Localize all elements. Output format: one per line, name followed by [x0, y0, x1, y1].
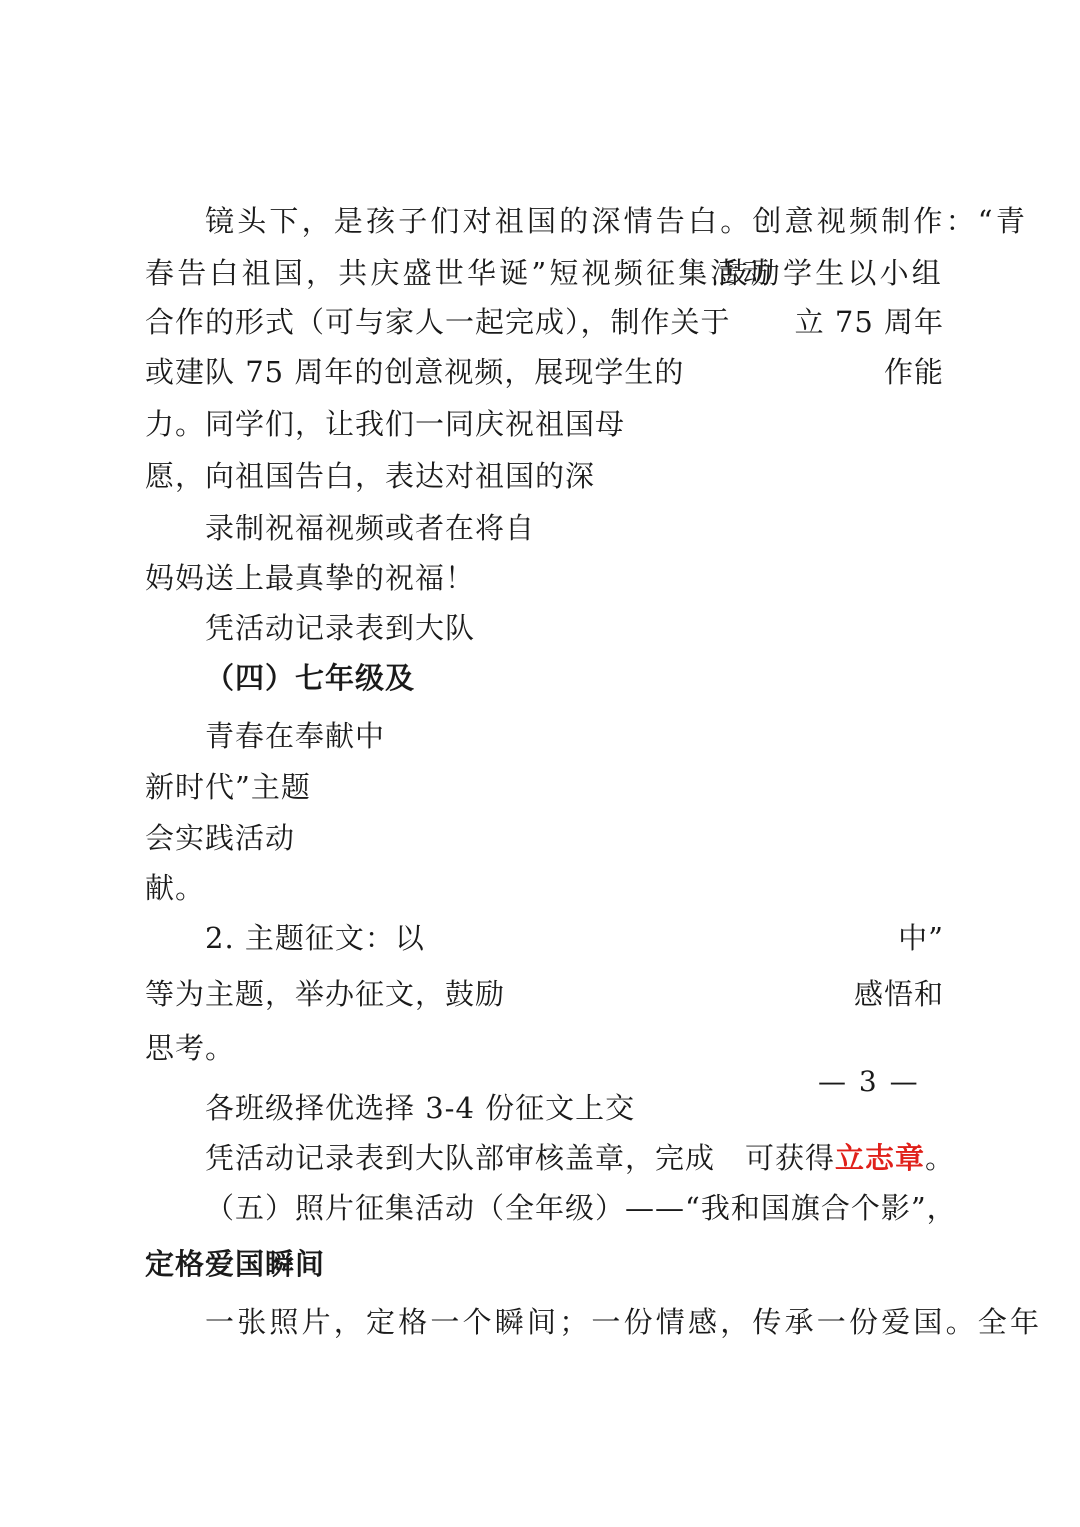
paragraph-line: 合作的形式（可与家人一起完成），制作关于 [145, 305, 731, 339]
paragraph-line: 青春在奉献中 [205, 719, 386, 753]
paragraph-line: 一张照片，定格一个瞬间；一份情感，传承一份爱国。全年 [205, 1305, 1043, 1339]
paragraph-line-right: 鼓励学生以小组 [718, 256, 944, 290]
section-heading: （五）照片征集活动（全年级）——“我和国旗合个影”， [205, 1191, 957, 1225]
paragraph-line-right: 感悟和 [853, 977, 944, 1011]
paragraph-line: 妈妈送上最真挚的祝福！ [145, 561, 476, 595]
section-heading: （四）七年级及 [205, 661, 416, 695]
paragraph-line: 2. 主题征文：以 [205, 921, 425, 955]
paragraph-line: 会实践活动 [145, 821, 296, 855]
paragraph-line [205, 1138, 955, 1178]
text-segment: 凭活动记录表到大队部审核盖章，完成 [205, 1141, 716, 1175]
text-segment: 。 [925, 1141, 956, 1175]
paragraph-line: 凭活动记录表到大队 [205, 611, 476, 645]
paragraph-line: 等为主题，举办征文，鼓励 [145, 977, 506, 1011]
paragraph-line: 各班级择优选择 3-4 份征文上交 [205, 1091, 636, 1125]
paragraph-line: 力。同学们，让我们一同庆祝祖国母 [145, 407, 626, 441]
page-number: — 3 — [818, 1065, 920, 1098]
section-heading-continuation: 定格爱国瞬间 [145, 1247, 326, 1281]
paragraph-line: 镜头下，是孩子们对祖国的深情告白。创意视频制作：“青 [205, 204, 1029, 238]
paragraph-line: 春告白祖国，共庆盛世华诞”短视频征集活动 [145, 256, 775, 290]
paragraph-line: 新时代”主题 [145, 770, 311, 804]
paragraph-line-right: 作能 [883, 355, 944, 389]
paragraph-line-right: 立 75 周年 [794, 305, 944, 339]
paragraph-line: 愿，向祖国告白，表达对祖国的深 [145, 459, 596, 493]
paragraph-line-right: 中” [898, 921, 944, 955]
paragraph-line: 思考。 [145, 1031, 236, 1065]
text-segment: 可获得 [745, 1141, 836, 1175]
paragraph-line: 录制祝福视频或者在将自 [205, 511, 536, 545]
paragraph-line: 献。 [145, 871, 206, 905]
badge-name-highlight: 立志章 [835, 1141, 926, 1175]
paragraph-line: 或建队 75 周年的创意视频，展现学生的 [145, 355, 685, 389]
